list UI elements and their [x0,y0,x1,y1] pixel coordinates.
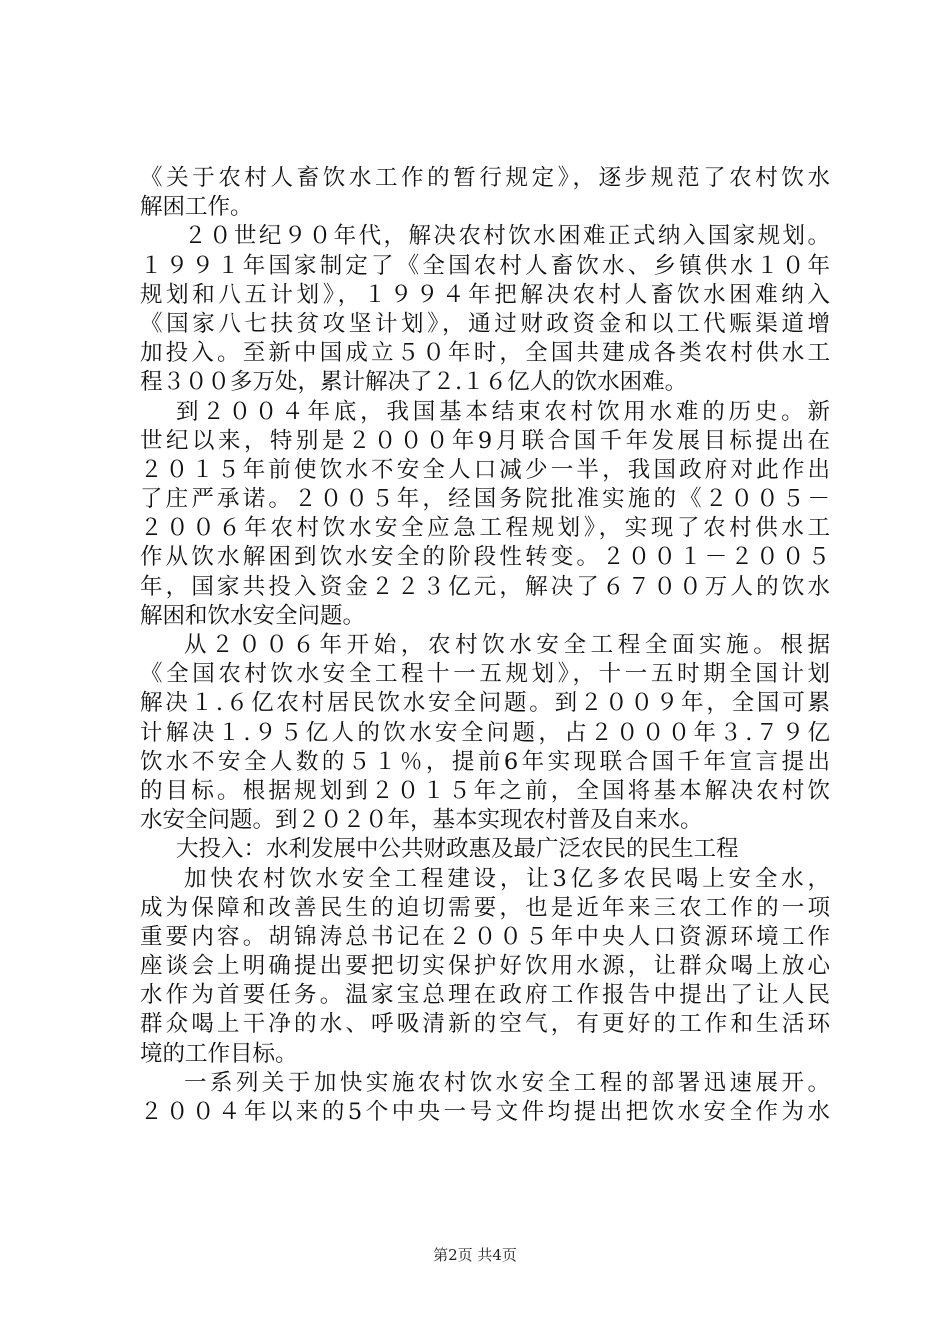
text-line: １９９１年国家制定了《全国农村人畜饮水、乡镇供水１０年 [140,252,830,279]
text-line: 成为保障和改善民生的迫切需要，也是近年来三农工作的一项 [140,894,830,921]
paragraph-start-line: 从２００６年开始，农村饮水安全工程全面实施。根据 [184,632,830,658]
paragraph-start-line: 加快农村饮水安全工程建设，让3亿多农民喝上安全水， [184,865,830,892]
document-body [140,164,830,1127]
text-line: 了庄严承诺。２００５年，经国务院批准实施的《２００５－ [140,486,830,513]
text-line: 水安全问题。到２０２０年，基本实现农村普及自来水。 [140,807,703,834]
text-line: 境的工作目标。 [140,1040,298,1067]
text-line: 解困和饮水安全问题。 [140,602,366,629]
text-line: ２００４年以来的5个中央一号文件均提出把饮水安全作为水 [140,1099,830,1125]
text-line: 重要内容。胡锦涛总书记在２００５年中央人口资源环境工作 [140,923,830,950]
text-line: 程３００多万处，累计解决了２.１６亿人的饮水困难。 [140,369,688,396]
text-line: 饮水不安全人数的５１％，提前6年实现联合国千年宣言提出 [140,748,830,775]
text-line: 《国家八七扶贫攻坚计划》，通过财政资金和以工代赈渠道增 [140,310,830,337]
text-line: 加投入。至新中国成立５０年时，全国共建成各类农村供水工 [140,340,830,367]
text-line: 作从饮水解困到饮水安全的阶段性转变。２００１－２００５ [140,544,830,571]
text-line: ２０１５年前使饮水不安全人口减少一半，我国政府对此作出 [140,456,830,483]
page-number-footer: 第2页 共4页 [433,1246,517,1264]
text-line: 的目标。根据规划到２０１５年之前，全国将基本解决农村饮 [140,777,830,804]
text-line: 座谈会上明确提出要把切实保护好饮用水源，让群众喝上放心 [140,953,830,980]
text-line: ２００６年农村饮水安全应急工程规划》，实现了农村供水工 [140,515,830,542]
text-line: 计解决１.９５亿人的饮水安全问题，占２０００年３.７９亿 [140,719,830,746]
text-line: 世纪以来，特别是２０００年9月联合国千年发展目标提出在 [140,427,830,454]
paragraph-start-line: 到２００４年底，我国基本结束农村饮用水难的历史。新 [176,398,830,425]
text-line: 年，国家共投入资金２２３亿元，解决了６７００万人的饮水 [140,573,830,600]
text-line: 群众喝上干净的水、呼吸清新的空气，有更好的工作和生活环 [140,1011,830,1038]
text-line: 解困工作。 [140,194,253,221]
section-heading: 大投入：水利发展中公共财政惠及最广泛农民的民生工程 [176,836,739,863]
text-line: 《全国农村饮水安全工程十一五规划》，十一五时期全国计划 [140,661,830,688]
paragraph-start-line: 一系列关于加快实施农村饮水安全工程的部署迅速展开。 [184,1069,830,1096]
paragraph-start-line: ２０世纪９０年代，解决农村饮水困难正式纳入国家规划。 [184,223,830,250]
text-line: 解决１.６亿农村居民饮水安全问题。到２００９年，全国可累 [140,690,830,717]
text-line: 水作为首要任务。温家宝总理在政府工作报告中提出了让人民 [140,982,830,1009]
text-line: 规划和八五计划》，１９９４年把解决农村人畜饮水困难纳入 [140,281,830,308]
text-line: 《关于农村人畜饮水工作的暂行规定》，逐步规范了农村饮水 [140,165,830,191]
